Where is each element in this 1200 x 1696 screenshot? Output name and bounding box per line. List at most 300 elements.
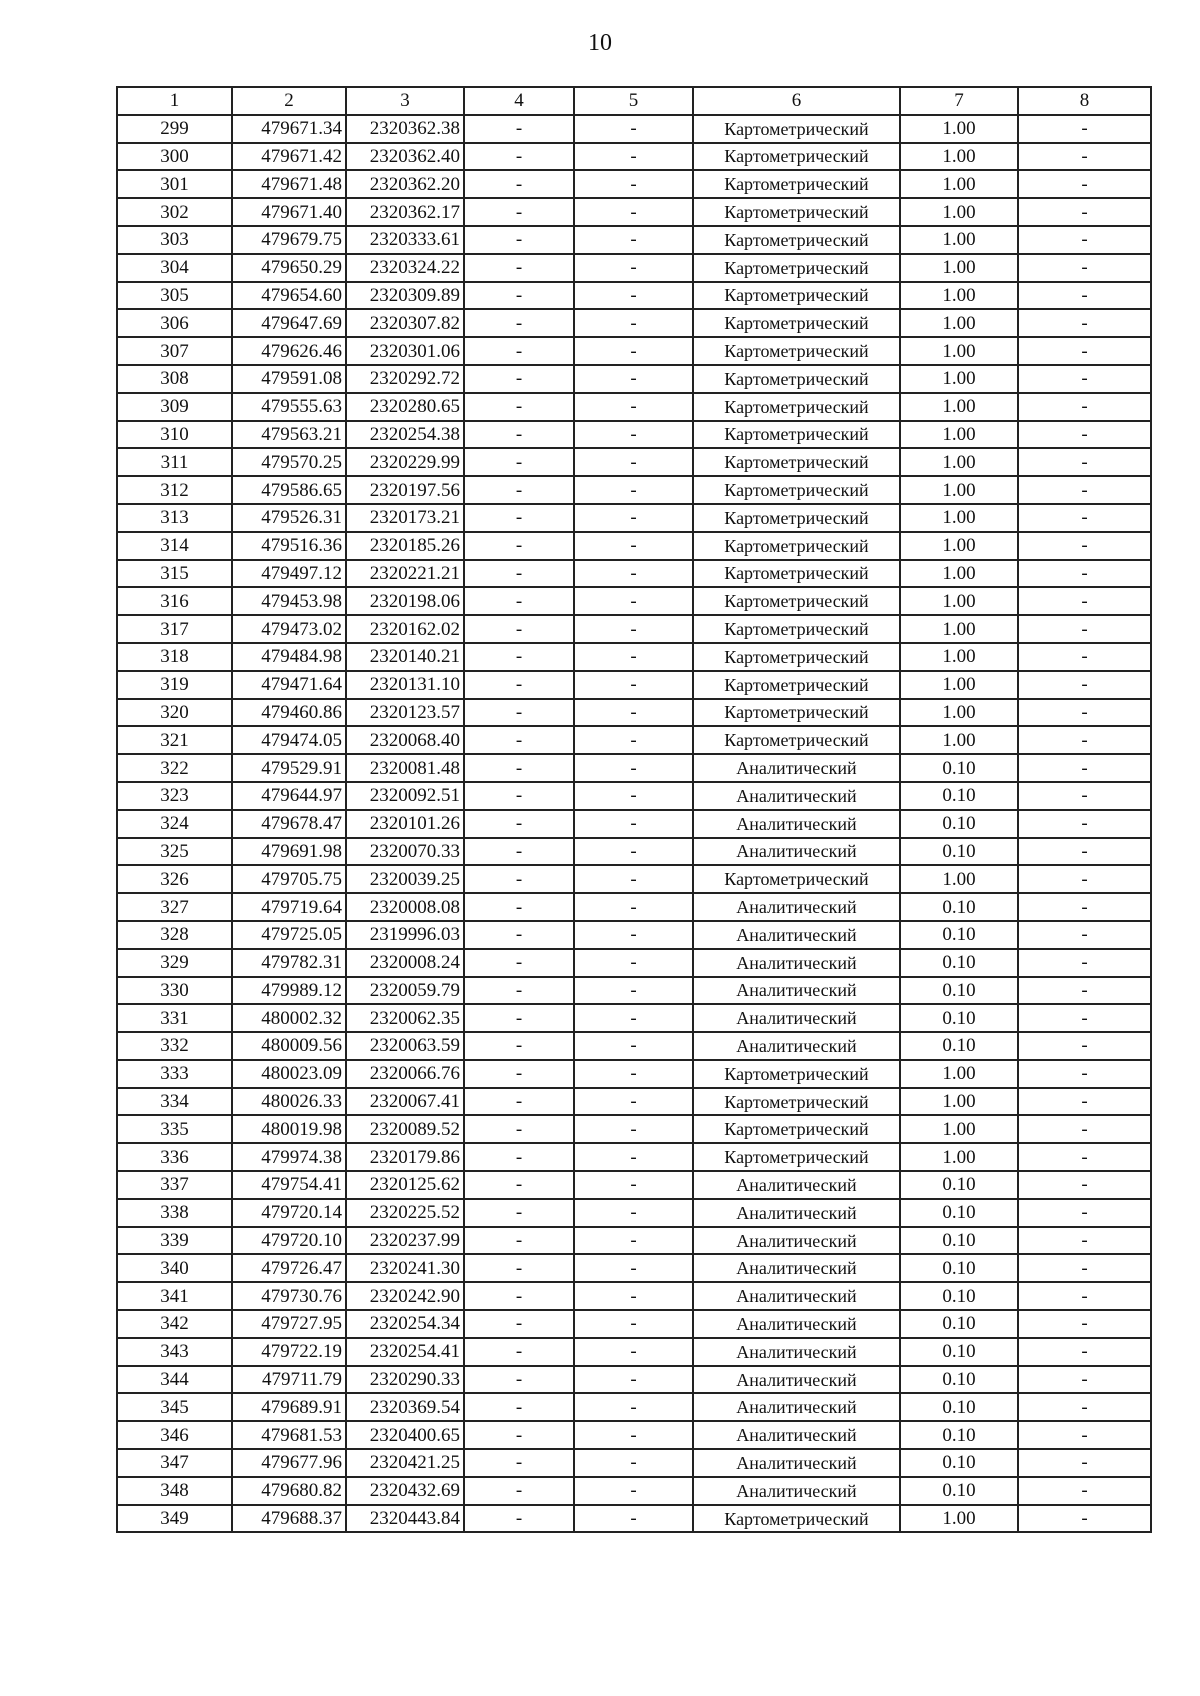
y-coordinate-cell: 2320008.24: [346, 949, 464, 977]
accuracy-cell: 0.10: [900, 782, 1018, 810]
table-row: [117, 1088, 1151, 1116]
point-number-cell: 332: [117, 1032, 232, 1060]
column-5-cell: -: [574, 532, 693, 560]
table-row: [117, 170, 1151, 198]
table-row: [117, 1227, 1151, 1255]
column-5-cell: -: [574, 1254, 693, 1282]
column-5-cell: -: [574, 810, 693, 838]
table-row: [117, 699, 1151, 727]
y-coordinate-cell: 2320068.40: [346, 726, 464, 754]
x-coordinate-cell: 480002.32: [232, 1004, 346, 1032]
table-row: [117, 1393, 1151, 1421]
point-number-cell: 312: [117, 476, 232, 504]
y-coordinate-cell: 2320067.41: [346, 1088, 464, 1116]
column-4-cell: -: [464, 504, 574, 532]
method-cell: Картометрический: [693, 421, 900, 449]
column-8-cell: -: [1018, 1254, 1151, 1282]
x-coordinate-cell: 479516.36: [232, 532, 346, 560]
accuracy-cell: 0.10: [900, 1421, 1018, 1449]
column-4-cell: -: [464, 198, 574, 226]
x-coordinate-cell: 479719.64: [232, 893, 346, 921]
point-number-cell: 322: [117, 754, 232, 782]
y-coordinate-cell: 2320070.33: [346, 838, 464, 866]
point-number-cell: 331: [117, 1004, 232, 1032]
y-coordinate-cell: 2320062.35: [346, 1004, 464, 1032]
column-8-cell: -: [1018, 1171, 1151, 1199]
point-number-cell: 341: [117, 1282, 232, 1310]
table-row: [117, 949, 1151, 977]
column-8-cell: -: [1018, 1199, 1151, 1227]
point-number-cell: 334: [117, 1088, 232, 1116]
method-cell: Картометрический: [693, 476, 900, 504]
x-coordinate-cell: 479727.95: [232, 1310, 346, 1338]
accuracy-cell: 1.00: [900, 643, 1018, 671]
accuracy-cell: 1.00: [900, 1088, 1018, 1116]
column-8-cell: -: [1018, 1032, 1151, 1060]
accuracy-cell: 1.00: [900, 1115, 1018, 1143]
y-coordinate-cell: 2320185.26: [346, 532, 464, 560]
accuracy-cell: 1.00: [900, 587, 1018, 615]
method-cell: Аналитический: [693, 1421, 900, 1449]
table-row: [117, 448, 1151, 476]
method-cell: Картометрический: [693, 587, 900, 615]
column-8-cell: -: [1018, 1004, 1151, 1032]
x-coordinate-cell: 479782.31: [232, 949, 346, 977]
y-coordinate-cell: 2320237.99: [346, 1227, 464, 1255]
point-number-cell: 302: [117, 198, 232, 226]
point-number-cell: 314: [117, 532, 232, 560]
table-row: [117, 893, 1151, 921]
column-5-cell: -: [574, 1477, 693, 1505]
column-5-cell: -: [574, 671, 693, 699]
point-number-cell: 315: [117, 560, 232, 588]
table-row: [117, 1171, 1151, 1199]
column-5-cell: -: [574, 1366, 693, 1394]
x-coordinate-cell: 480009.56: [232, 1032, 346, 1060]
x-coordinate-cell: 479644.97: [232, 782, 346, 810]
x-coordinate-cell: 479474.05: [232, 726, 346, 754]
point-number-cell: 348: [117, 1477, 232, 1505]
column-8-cell: -: [1018, 949, 1151, 977]
column-4-cell: -: [464, 143, 574, 171]
method-cell: Картометрический: [693, 615, 900, 643]
column-4-cell: -: [464, 421, 574, 449]
method-cell: Аналитический: [693, 1282, 900, 1310]
method-cell: Аналитический: [693, 921, 900, 949]
y-coordinate-cell: 2320173.21: [346, 504, 464, 532]
column-5-cell: -: [574, 726, 693, 754]
x-coordinate-cell: 479497.12: [232, 560, 346, 588]
column-8-cell: -: [1018, 1227, 1151, 1255]
method-cell: Аналитический: [693, 1254, 900, 1282]
point-number-cell: 321: [117, 726, 232, 754]
x-coordinate-cell: 479754.41: [232, 1171, 346, 1199]
point-number-cell: 330: [117, 977, 232, 1005]
table-row: [117, 754, 1151, 782]
method-cell: Картометрический: [693, 282, 900, 310]
column-8-cell: -: [1018, 1477, 1151, 1505]
x-coordinate-cell: 479705.75: [232, 865, 346, 893]
column-4-cell: -: [464, 476, 574, 504]
x-coordinate-cell: 479711.79: [232, 1366, 346, 1394]
y-coordinate-cell: 2320254.34: [346, 1310, 464, 1338]
column-header: 6: [693, 87, 900, 115]
x-coordinate-cell: 479691.98: [232, 838, 346, 866]
column-4-cell: -: [464, 1393, 574, 1421]
point-number-cell: 313: [117, 504, 232, 532]
y-coordinate-cell: 2320333.61: [346, 226, 464, 254]
method-cell: Аналитический: [693, 782, 900, 810]
x-coordinate-cell: 479730.76: [232, 1282, 346, 1310]
column-8-cell: -: [1018, 337, 1151, 365]
table-row: [117, 921, 1151, 949]
point-number-cell: 306: [117, 309, 232, 337]
column-8-cell: -: [1018, 1393, 1151, 1421]
x-coordinate-cell: 479671.48: [232, 170, 346, 198]
method-cell: Картометрический: [693, 504, 900, 532]
accuracy-cell: 0.10: [900, 1338, 1018, 1366]
y-coordinate-cell: 2320421.25: [346, 1449, 464, 1477]
table-row: [117, 282, 1151, 310]
x-coordinate-cell: 479671.40: [232, 198, 346, 226]
point-number-cell: 336: [117, 1143, 232, 1171]
x-coordinate-cell: 479679.75: [232, 226, 346, 254]
accuracy-cell: 1.00: [900, 282, 1018, 310]
column-5-cell: -: [574, 643, 693, 671]
point-number-cell: 342: [117, 1310, 232, 1338]
column-8-cell: -: [1018, 282, 1151, 310]
column-4-cell: -: [464, 309, 574, 337]
column-4-cell: -: [464, 865, 574, 893]
column-5-cell: -: [574, 115, 693, 143]
y-coordinate-cell: 2320063.59: [346, 1032, 464, 1060]
method-cell: Аналитический: [693, 1171, 900, 1199]
column-5-cell: -: [574, 1338, 693, 1366]
column-4-cell: -: [464, 1199, 574, 1227]
column-4-cell: -: [464, 170, 574, 198]
y-coordinate-cell: 2320362.17: [346, 198, 464, 226]
column-5-cell: -: [574, 198, 693, 226]
table-row: [117, 1282, 1151, 1310]
column-8-cell: -: [1018, 532, 1151, 560]
y-coordinate-cell: 2320241.30: [346, 1254, 464, 1282]
y-coordinate-cell: 2320131.10: [346, 671, 464, 699]
point-number-cell: 308: [117, 365, 232, 393]
column-8-cell: -: [1018, 1421, 1151, 1449]
method-cell: Картометрический: [693, 115, 900, 143]
table-row: [117, 365, 1151, 393]
column-8-cell: -: [1018, 476, 1151, 504]
point-number-cell: 343: [117, 1338, 232, 1366]
x-coordinate-cell: 479453.98: [232, 587, 346, 615]
table-row: [117, 1004, 1151, 1032]
column-8-cell: -: [1018, 143, 1151, 171]
column-4-cell: -: [464, 1310, 574, 1338]
table-row: [117, 115, 1151, 143]
accuracy-cell: 0.10: [900, 1254, 1018, 1282]
method-cell: Картометрический: [693, 699, 900, 727]
point-number-cell: 333: [117, 1060, 232, 1088]
y-coordinate-cell: 2320221.21: [346, 560, 464, 588]
y-coordinate-cell: 2320123.57: [346, 699, 464, 727]
method-cell: Аналитический: [693, 1004, 900, 1032]
point-number-cell: 340: [117, 1254, 232, 1282]
column-5-cell: -: [574, 560, 693, 588]
x-coordinate-cell: 479681.53: [232, 1421, 346, 1449]
x-coordinate-cell: 480019.98: [232, 1115, 346, 1143]
method-cell: Картометрический: [693, 365, 900, 393]
y-coordinate-cell: 2320179.86: [346, 1143, 464, 1171]
accuracy-cell: 1.00: [900, 1505, 1018, 1533]
accuracy-cell: 0.10: [900, 1171, 1018, 1199]
column-header: 1: [117, 87, 232, 115]
table-row: [117, 226, 1151, 254]
x-coordinate-cell: 479974.38: [232, 1143, 346, 1171]
y-coordinate-cell: 2320309.89: [346, 282, 464, 310]
x-coordinate-cell: 479989.12: [232, 977, 346, 1005]
table-row: [117, 1366, 1151, 1394]
column-8-cell: -: [1018, 699, 1151, 727]
y-coordinate-cell: 2320140.21: [346, 643, 464, 671]
column-5-cell: -: [574, 1115, 693, 1143]
y-coordinate-cell: 2320324.22: [346, 254, 464, 282]
table-row: [117, 1477, 1151, 1505]
column-5-cell: -: [574, 1199, 693, 1227]
column-8-cell: -: [1018, 504, 1151, 532]
column-4-cell: -: [464, 1505, 574, 1533]
column-4-cell: -: [464, 1004, 574, 1032]
y-coordinate-cell: 2320292.72: [346, 365, 464, 393]
y-coordinate-cell: 2320280.65: [346, 393, 464, 421]
column-4-cell: -: [464, 726, 574, 754]
accuracy-cell: 1.00: [900, 170, 1018, 198]
method-cell: Аналитический: [693, 1449, 900, 1477]
accuracy-cell: 0.10: [900, 1310, 1018, 1338]
x-coordinate-cell: 479688.37: [232, 1505, 346, 1533]
x-coordinate-cell: 479526.31: [232, 504, 346, 532]
accuracy-cell: 1.00: [900, 532, 1018, 560]
point-number-cell: 299: [117, 115, 232, 143]
table-row: [117, 1032, 1151, 1060]
accuracy-cell: 1.00: [900, 365, 1018, 393]
column-4-cell: -: [464, 337, 574, 365]
method-cell: Аналитический: [693, 893, 900, 921]
column-5-cell: -: [574, 309, 693, 337]
column-5-cell: -: [574, 337, 693, 365]
method-cell: Картометрический: [693, 393, 900, 421]
y-coordinate-cell: 2320059.79: [346, 977, 464, 1005]
column-4-cell: -: [464, 977, 574, 1005]
column-4-cell: -: [464, 1366, 574, 1394]
accuracy-cell: 1.00: [900, 1060, 1018, 1088]
column-5-cell: -: [574, 1088, 693, 1116]
method-cell: Аналитический: [693, 1310, 900, 1338]
column-5-cell: -: [574, 921, 693, 949]
y-coordinate-cell: 2320254.38: [346, 421, 464, 449]
accuracy-cell: 1.00: [900, 865, 1018, 893]
method-cell: Картометрический: [693, 226, 900, 254]
accuracy-cell: 1.00: [900, 476, 1018, 504]
x-coordinate-cell: 479570.25: [232, 448, 346, 476]
accuracy-cell: 1.00: [900, 115, 1018, 143]
column-4-cell: -: [464, 782, 574, 810]
table-row: [117, 198, 1151, 226]
column-5-cell: -: [574, 1310, 693, 1338]
table-row: [117, 838, 1151, 866]
point-number-cell: 307: [117, 337, 232, 365]
column-5-cell: -: [574, 782, 693, 810]
accuracy-cell: 1.00: [900, 393, 1018, 421]
column-5-cell: -: [574, 1421, 693, 1449]
point-number-cell: 300: [117, 143, 232, 171]
point-number-cell: 349: [117, 1505, 232, 1533]
column-4-cell: -: [464, 838, 574, 866]
method-cell: Картометрический: [693, 671, 900, 699]
method-cell: Картометрический: [693, 254, 900, 282]
y-coordinate-cell: 2320125.62: [346, 1171, 464, 1199]
column-4-cell: -: [464, 1421, 574, 1449]
column-4-cell: -: [464, 587, 574, 615]
x-coordinate-cell: 479677.96: [232, 1449, 346, 1477]
column-4-cell: -: [464, 1115, 574, 1143]
point-number-cell: 311: [117, 448, 232, 476]
y-coordinate-cell: 2320198.06: [346, 587, 464, 615]
column-4-cell: -: [464, 1254, 574, 1282]
column-8-cell: -: [1018, 838, 1151, 866]
column-4-cell: -: [464, 1088, 574, 1116]
table-row: [117, 532, 1151, 560]
method-cell: Аналитический: [693, 1477, 900, 1505]
table-row: [117, 615, 1151, 643]
table-row: [117, 1199, 1151, 1227]
method-cell: Аналитический: [693, 1227, 900, 1255]
accuracy-cell: 1.00: [900, 226, 1018, 254]
accuracy-cell: 0.10: [900, 977, 1018, 1005]
x-coordinate-cell: 479689.91: [232, 1393, 346, 1421]
table-row: [117, 1060, 1151, 1088]
method-cell: Аналитический: [693, 977, 900, 1005]
accuracy-cell: 0.10: [900, 921, 1018, 949]
column-5-cell: -: [574, 143, 693, 171]
y-coordinate-cell: 2320008.08: [346, 893, 464, 921]
x-coordinate-cell: 479725.05: [232, 921, 346, 949]
accuracy-cell: 0.10: [900, 949, 1018, 977]
accuracy-cell: 1.00: [900, 615, 1018, 643]
point-number-cell: 344: [117, 1366, 232, 1394]
column-5-cell: -: [574, 1032, 693, 1060]
accuracy-cell: 1.00: [900, 671, 1018, 699]
table-row: [117, 309, 1151, 337]
column-header: 3: [346, 87, 464, 115]
x-coordinate-cell: 479591.08: [232, 365, 346, 393]
y-coordinate-cell: 2320369.54: [346, 1393, 464, 1421]
point-number-cell: 320: [117, 699, 232, 727]
column-8-cell: -: [1018, 921, 1151, 949]
column-4-cell: -: [464, 282, 574, 310]
table-row: [117, 143, 1151, 171]
column-8-cell: -: [1018, 1449, 1151, 1477]
method-cell: Картометрический: [693, 1088, 900, 1116]
method-cell: Картометрический: [693, 1060, 900, 1088]
y-coordinate-cell: 2320254.41: [346, 1338, 464, 1366]
column-5-cell: -: [574, 949, 693, 977]
column-8-cell: -: [1018, 810, 1151, 838]
x-coordinate-cell: 479626.46: [232, 337, 346, 365]
accuracy-cell: 0.10: [900, 1282, 1018, 1310]
table-row: [117, 643, 1151, 671]
point-number-cell: 327: [117, 893, 232, 921]
column-4-cell: -: [464, 1227, 574, 1255]
column-8-cell: -: [1018, 1143, 1151, 1171]
column-5-cell: -: [574, 1282, 693, 1310]
x-coordinate-cell: 479720.10: [232, 1227, 346, 1255]
accuracy-cell: 0.10: [900, 1227, 1018, 1255]
coordinates-table: [116, 86, 1152, 1533]
column-5-cell: -: [574, 1060, 693, 1088]
accuracy-cell: 0.10: [900, 1449, 1018, 1477]
y-coordinate-cell: 2320089.52: [346, 1115, 464, 1143]
column-4-cell: -: [464, 1143, 574, 1171]
method-cell: Картометрический: [693, 865, 900, 893]
column-8-cell: -: [1018, 1338, 1151, 1366]
column-5-cell: -: [574, 448, 693, 476]
point-number-cell: 323: [117, 782, 232, 810]
accuracy-cell: 1.00: [900, 726, 1018, 754]
column-5-cell: -: [574, 865, 693, 893]
point-number-cell: 326: [117, 865, 232, 893]
y-coordinate-cell: 2320229.99: [346, 448, 464, 476]
column-header: 5: [574, 87, 693, 115]
accuracy-cell: 1.00: [900, 337, 1018, 365]
accuracy-cell: 0.10: [900, 810, 1018, 838]
column-header: 2: [232, 87, 346, 115]
column-5-cell: -: [574, 615, 693, 643]
table-row: [117, 254, 1151, 282]
accuracy-cell: 1.00: [900, 198, 1018, 226]
table-row: [117, 810, 1151, 838]
column-5-cell: -: [574, 226, 693, 254]
point-number-cell: 316: [117, 587, 232, 615]
column-4-cell: -: [464, 810, 574, 838]
x-coordinate-cell: 479671.42: [232, 143, 346, 171]
column-5-cell: -: [574, 977, 693, 1005]
accuracy-cell: 0.10: [900, 1477, 1018, 1505]
y-coordinate-cell: 2320362.40: [346, 143, 464, 171]
x-coordinate-cell: 479460.86: [232, 699, 346, 727]
accuracy-cell: 0.10: [900, 754, 1018, 782]
y-coordinate-cell: 2320081.48: [346, 754, 464, 782]
column-4-cell: -: [464, 254, 574, 282]
column-8-cell: -: [1018, 1088, 1151, 1116]
point-number-cell: 335: [117, 1115, 232, 1143]
column-8-cell: -: [1018, 1505, 1151, 1533]
column-5-cell: -: [574, 365, 693, 393]
y-coordinate-cell: 2320290.33: [346, 1366, 464, 1394]
table-row: [117, 671, 1151, 699]
table-row: [117, 1310, 1151, 1338]
table-row: [117, 1338, 1151, 1366]
accuracy-cell: 0.10: [900, 893, 1018, 921]
column-5-cell: -: [574, 476, 693, 504]
column-8-cell: -: [1018, 421, 1151, 449]
point-number-cell: 310: [117, 421, 232, 449]
method-cell: Аналитический: [693, 949, 900, 977]
point-number-cell: 328: [117, 921, 232, 949]
x-coordinate-cell: 479555.63: [232, 393, 346, 421]
table-row: [117, 476, 1151, 504]
column-8-cell: -: [1018, 1366, 1151, 1394]
table-row: [117, 560, 1151, 588]
